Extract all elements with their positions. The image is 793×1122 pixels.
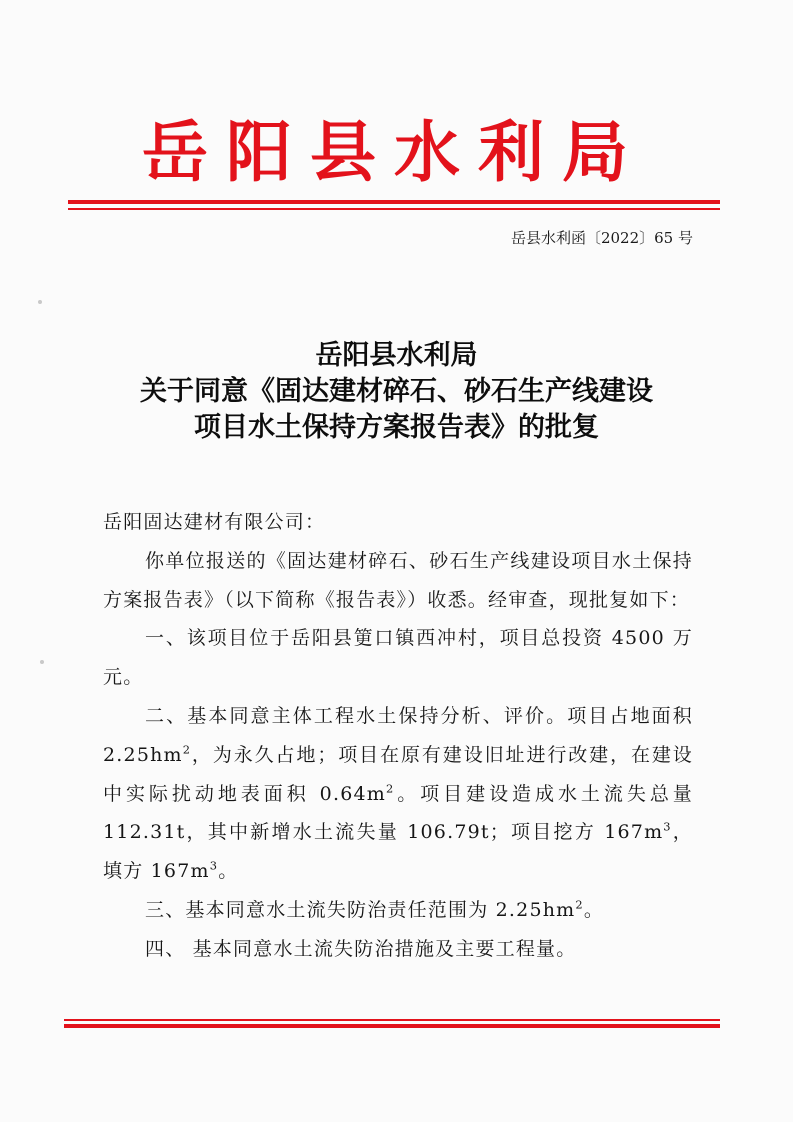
title-line-1: 岳阳县水利局	[315, 340, 478, 371]
document-body	[103, 503, 693, 969]
footer-rule-thick	[64, 1024, 720, 1028]
item-3: 三、基本同意水土流失防治责任范围为 $2.25hm^2$。	[145, 897, 605, 921]
masthead-rule-thin	[68, 208, 720, 210]
item-1: 一、该项目位于岳阳县筻口镇西冲村，项目总投资 4500 万元。	[103, 627, 693, 689]
masthead-rule-thick	[68, 200, 720, 204]
item-2: 二、基本同意主体工程水土保持分析、评价。项目占地面积 $2.25hm^2$，为永久占地；项目在原有建设旧址进行改建，在建设中实际扰动地表面积 $0.64m^2$。项目建设造成水土流失总量 112.31t，其中新增水土流失量 106.79t；项目挖方 $167m^3$，填方 $167m^3$。	[103, 704, 693, 883]
item-4: 四、 基本同意水土流失防治措施及主要工程量。	[145, 937, 577, 960]
scan-speck	[38, 300, 42, 304]
addressee: 岳阳固达建材有限公司：	[103, 511, 326, 533]
intro-paragraph: 你单位报送的《固达建材碎石、砂石生产线建设项目水土保持方案报告表》（以下简称《报告表》）收悉。经审查，现批复如下：	[103, 549, 693, 611]
scan-speck	[40, 660, 44, 664]
footer-rule-thin	[64, 1019, 720, 1021]
document-title	[80, 338, 713, 446]
document-number: 岳县水利函〔2022〕65 号	[510, 229, 693, 247]
title-line-3: 项目水土保持方案报告表》的批复	[194, 412, 599, 443]
title-line-2: 关于同意《固达建材碎石、砂石生产线建设	[140, 376, 653, 407]
masthead-org-name: 岳阳县水利局	[142, 113, 646, 191]
